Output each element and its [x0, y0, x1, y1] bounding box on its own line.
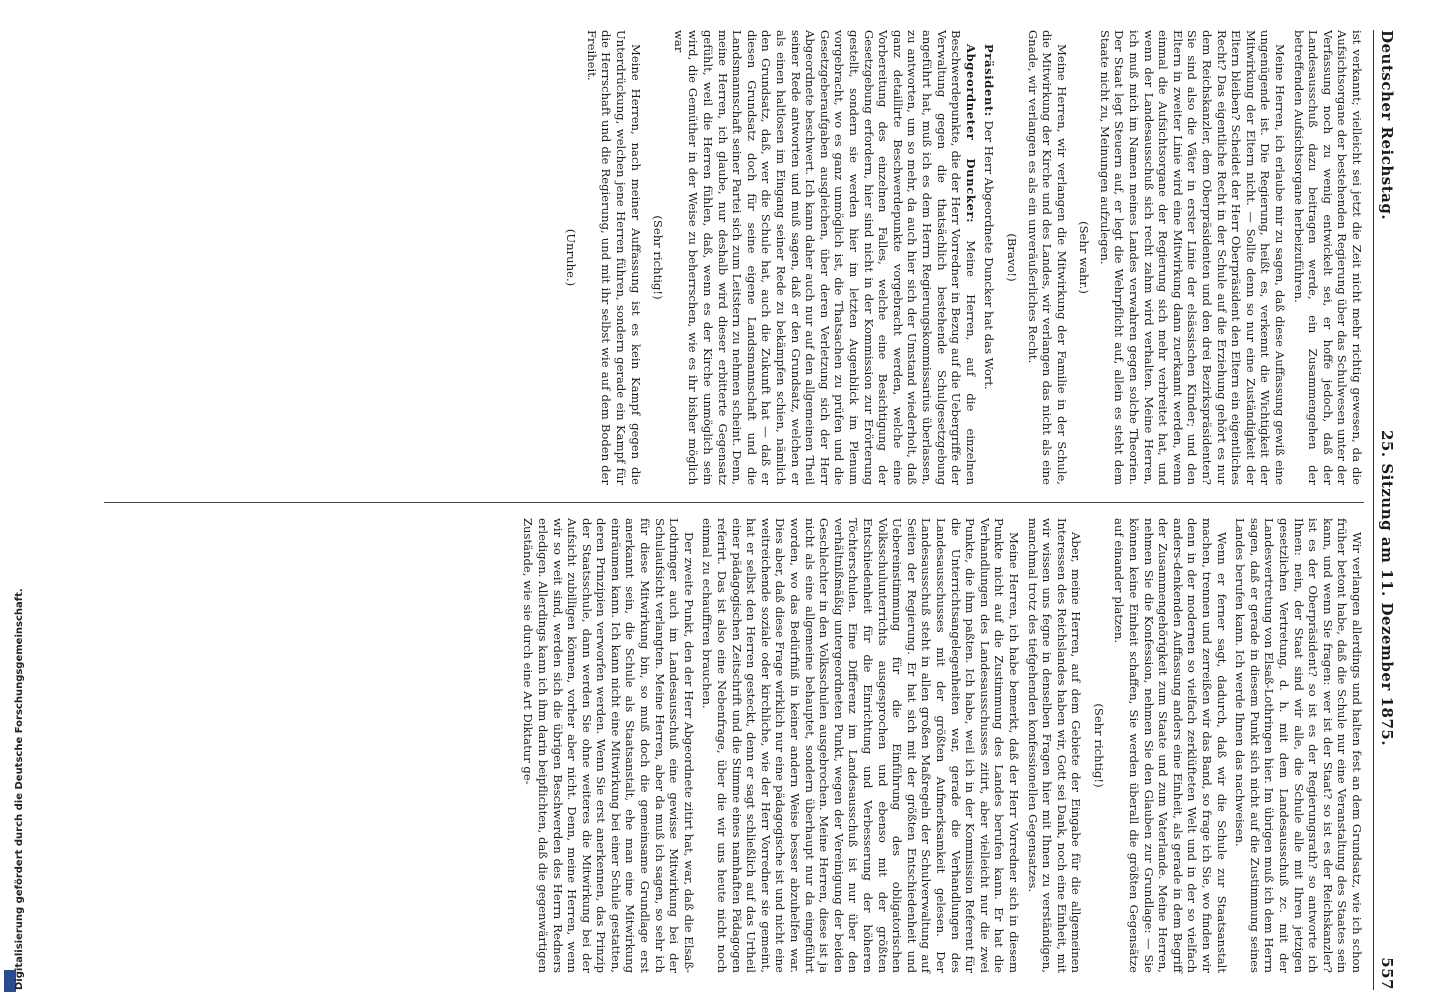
digitization-credit	[0, 0, 25, 1000]
applause-note: (Unruhe.)	[564, 228, 579, 287]
paragraph: Meine Herren, ich erlaube mir zu sagen, daß diese Auffassung gewiß eine ungenügende ist. Die Regierung, heißt es, verkennt die Wichtigkeit der Mitwirkung der Eltern nicht. — Sollte denn so nur eine Zuständigkeit der Eltern bleiben? Scheidet der Herr Oberpräsident den Eltern ein eigentliches Recht? Das eigentliche Recht in der Schule auf die Erziehung gehört es nur dem Reichskanzler, dem Oberpräsidenten und den drei Bezirkspräsidenten? Sie sind also die Väter in erster Linie der elsässischen Kinder; und den Eltern in zweiter Linie wird eine Mitwirkung dann zuerkannt werden, wenn einmal die Aufsichtsorgane der Regierung sich mehr verbreitet hat, und wenn der Landesausschuß sich recht zahm wird verhalten. Meine Herren, ich muß mich im Namen meines Landes verwahren gegen solche Theorien. Der Staat legt Steuern auf, er legt die Wehrpflicht auf, allein es steht dem Staate nicht zu, Meinungen aufzulegen.	[1097, 30, 1288, 485]
paragraph: Meine Herren, nach meiner Auffassung ist es kein Kampf gegen die Unterdrückung, welchen jene Herren führen, sondern gerade ein Kampf für die Herrschaft und die Regierung, und mit ihr selbst wie auf dem Boden der Freiheit.	[584, 30, 643, 485]
left-column	[556, 30, 1364, 485]
column-divider	[104, 502, 1364, 503]
applause-note: (Sehr richtig!)	[651, 215, 666, 300]
paragraph: Aber, meine Herren, auf dem Gebiete der Eingabe für die allgemeinen Interessen des Reichslandes haben wir, Gott sei Dank, noch eine Einheit, mit wir wissen uns fegne in denselben Fragen hier mit Ihnen zu verständigen, manchmal trotz des tiefgehenden konfessionellen Gegensatzes.	[1025, 518, 1084, 973]
speaker-name: Präsident:	[982, 44, 997, 117]
header-date: 25. Sitzung am 11. Dezember 1875.	[1378, 430, 1396, 747]
paragraph: Der zweite Punkt, den der Herr Abgeordnete zitirt hat, war, daß die Elsaß-Lothringer auch im Landesausschuß eine gewisse Mitwirkung bei der Schulaufsicht verlangten. Meine Herren, aber da muß ich sagen, so sehr ich für diese Mitwirkung bin, so muß doch die gemeinsame Grundlage erst anerkannt sein, die Schule als Staatsanstalt, ehe man eine Mitwirkung einräumen kann. Ich kann nicht eine Mitwirkung bei einer Schule gestatten, deren Prinzipien verworfen werden. Wenn Sie erst anerkennen, das Prinzip der Staatsschule, dann werden Sie ohne weiteres die Mitwirkung bei der Aufsicht zubilligen können, vorher aber nicht. Denn, meine Herren, wenn wir so weit sind, werden sich die übrigen Beschwerden des Herrn Redners erledigen. Allerdings kann ich ihm darin beipflichten, daß die gegenwärtigen Zustände, wie sie durch eine Art Diktatur ge-	[521, 518, 696, 973]
paragraph: Wir verlangen allerdings und halten fest an dem Grundsatz, wie ich schon früher betont habe, daß die Schule nur eine Veranstaltung des Staates sein kann, und wenn Sie fragen: wer ist der Staat? so ist es der Reichskanzler? ist es der Oberpräsident? so ist es der Regierungsrath? so antworte ich Ihnen: nein, der Staat sind wir alle, die Schule alle mit Ihren jetzigen gesetzlichen Vertretung, d. h. mit dem Landesausschuß zc. mit der Landesvertretung von Elsaß-Lothringen hier. Im übrigen muß ich dem Herrn sagen, daß er gerade in diesem Punkt sich nicht auf die Zustimmung seines Landes berufen kann. Ich werde Ihnen das nachweisen.	[1233, 518, 1364, 973]
page-number: 557	[1378, 957, 1396, 990]
speech-text: Meine Herren, auf die einzelnen Beschwerdepunkte, die der Herr Vorredner in Bezug auf die Uebergriffe der Verwaltung gegen die thatsächlich bestehende Schulgesetzgebung angeführt hat, muß ich es dem Herrn Regierungskommissarius überlassen, zu antworten, um so mehr, da auch hier sich der Umstand wiederholt, daß ganz detaillirte Beschwerdepunkte vorgebracht werden, welche eine Vorbereitung des einzelnen Falles, welche eine Besichtigung der Gesetzgebung erfordern, hier sind nicht in der Kommission zur Erörterung gestellt, sondern sie werden hier im letzten Augenblick im Plenum vorgebracht, wo es ganz unmöglich ist, die Thatsachen zu prüfen und die Gesetzgeberaufgaben ausgleichen, über deren Verletzung sich der Herr Abgeordnete beschwert. Ich kann daher auch nur auf den allgemeinen Theil seiner Rede antworten und muß sagen, daß er den Grundsatz, welchen er als einen haltlosen im Eingang seiner Rede zu bekämpfen schien, nämlich den Grundsatz, daß, wer die Schule hat, auch die Zukunft hat — daß er diesen Grundsatz doch für seine eigene Landsmannschaft und die Landsmannschaft seiner Partei sich zum Leitstern zu nehmen scheint. Denn, meine Herren, ich glaube, nur deshalb wird dieser erbitterte Gegensatz gefühlt, weil die Herren fühlen, daß, wenn es der Kirche unmöglich sein wird, die Gemüther in der Weise zu beherrschen, wie es ihr bisher möglich war	[671, 30, 978, 485]
applause-note: (Sehr richtig!)	[1091, 703, 1106, 788]
applause-note: (Bravo!)	[1004, 233, 1019, 282]
speaker-name: Abgeordneter Duncker:	[963, 44, 978, 224]
paragraph: ist verkannt; vielleicht sei jetzt die Zeit nicht mehr richtig gewesen, da die Aufsichtsorgane der bestehenden Regierung über das Schulwesen unter der Verfassung noch zu wenig entwickelt sei, er hoffe jedoch, daß der Landesausschuß dazu beitragen werde, ein Zusammengehen der betreffenden Aufsichtsorgane herbeizuführen.	[1291, 30, 1364, 485]
right-column	[517, 518, 1364, 973]
credit-text: Digitalisierung gefördert durch die Deutsche Forschungsgemeinschaft.	[14, 588, 25, 990]
applause-note: (Sehr wahr.)	[1077, 221, 1092, 294]
paragraph: Wenn er ferner sagt, dadurch, daß wir die Schule zur Staatsanstalt machen, trennen und zerreißen wir das Band, so frage ich Sie, wo finden wir denn in der modernen so vielfach zerklüfteten Welt und in der so vielfach anders-denkenden Auffassung anders eine Einheit, als gerade in dem Begriff der Zusammengehörigkeit zum Staate und zum Vaterlande. Meine Herren, nehmen Sie die Konfession, nehmen Sie den Glauben zur Grundlage: — Sie können keine Einheit schaffen, Sie werden überall die größten Gegensätze auf einander platzen.	[1112, 518, 1229, 973]
running-header	[1374, 30, 1400, 990]
paragraph: Meine Herren, wir verlangen die Mitwirkung der Familie in der Schule, die Mitwirkung der Kirche und des Landes, wir verlangen das nicht als eine Gnade, wir verlangen es als ein unveräußerliches Recht.	[1025, 30, 1069, 485]
paragraph	[982, 30, 997, 485]
speech-text: Der Herr Abgeordnete Duncker hat das Wort.	[982, 120, 997, 390]
rotated-page-content	[100, 30, 1400, 990]
paragraph: Meine Herren, ich habe bemerkt, daß der Herr Vorredner sich in diesem Punkte nicht auf die Zustimmung des Landes berufen kann. Er hat die Verhandlungen des Landesausschusses zitirt, aber vielleicht nur die zwei Punkte, die ihm paßten. Ich habe, weil ich in der Kommission Referent für die Unterrichtsangelegenheiten war, gerade die Verhandlungen des Landesausschusses mit der größten Aufmerksamkeit gelesen. Der Landesausschuß steht in allen großen Maßregeln der Schulverwaltung auf Seiten der Regierung. Er hat sich mit der größten Entschiedenheit und Uebereinstimmung für die Einführung des obligatorischen Volksschulunterrichts ausgesprochen und ebenso mit der größten Entschiedenheit für die Einrichtung und Verbesserung der höheren Töchterschulen. Eine Differenz im Landesausschuß ist nur über den verhältnißmäßig untergeordneten Punkt, wegen der Vereinigung der beiden Geschlechter in den Volksschulen ausgebrochen. Meine Herren, diese ist ja nicht als eine allgemeine behauptet, sondern überhaupt nur da eingeführt worden, wo das Bedürfniß in keiner andern Weise besser abzuhelfen war. Dies aber, daß diese Frage wirklich nur eine pädagogische ist und nicht eine weitreichende soziale oder kirchliche, wie der Herr Vorredner sie gemeint, hat er selbst den Herren gesteckt, denn er sagt schließlich auf das Urtheil einer pädagogischen Zeitschrift und die Stimme eines namhaften Pädagogen referirt. Das ist also eine Nebenfrage, über die wir uns heute nicht noch einmal zu echauffiren brauchen.	[700, 518, 1021, 973]
paragraph	[671, 30, 977, 485]
header-rule	[1373, 30, 1374, 990]
header-title: Deutscher Reichstag.	[1378, 30, 1396, 221]
